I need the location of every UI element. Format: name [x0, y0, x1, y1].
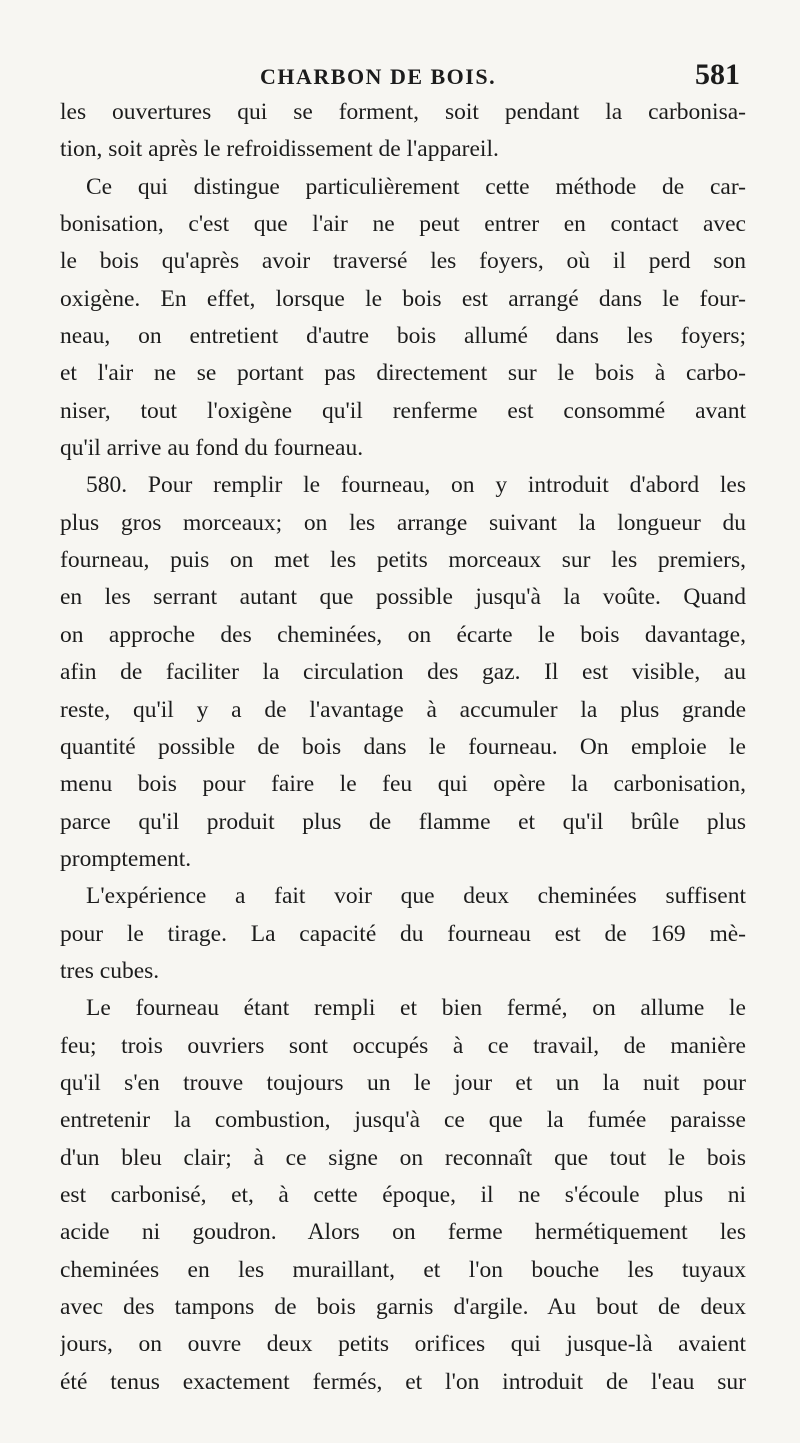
text-line: cheminées en les muraillant, et l'on bouche les tuyaux [60, 1256, 746, 1283]
text-line: parce qu'il produit plus de flamme et qu'il brûle plus [60, 808, 746, 835]
text-line: reste, qu'il y a de l'avantage à accumuler la plus grande [60, 696, 746, 723]
text-line: feu; trois ouvriers sont occupés à ce travail, de manière [60, 1032, 746, 1059]
text-line: bonisation, c'est que l'air ne peut entrer en contact avec [60, 211, 746, 238]
text-line: les ouvertures qui se forment, soit pendant la carbonisa- [60, 99, 746, 125]
text-line: Le fourneau étant rempli et bien fermé, on allume le [86, 995, 746, 1022]
text-line: avec des tampons de bois garnis d'argile. Au bout de deux [60, 1294, 746, 1320]
text-line: entretenir la combustion, jusqu'à ce que la fumée paraisse [60, 1107, 746, 1134]
text-line: d'un bleu clair; à ce signe on reconnaît que tout le bois [60, 1144, 746, 1171]
text-line: qu'il arrive au fond du fourneau. [60, 435, 364, 462]
text-line: afin de faciliter la circulation des gaz. Il est visible, au [60, 659, 746, 686]
running-head: CHARBON DE BOIS. [260, 64, 497, 89]
text-line: oxigène. En effet, lorsque le bois est arrangé dans le four- [60, 285, 746, 312]
text-line: le bois qu'après avoir traversé les foyers, où il perd son [60, 248, 746, 275]
text-line: tres cubes. [60, 957, 160, 984]
text-line: plus gros morceaux; on les arrange suivant la longueur du [60, 509, 746, 536]
text-line: quantité possible de bois dans le fourneau. On emploie le [60, 733, 746, 760]
text-line: en les serrant autant que possible jusqu'à la voûte. Quand [60, 584, 746, 611]
text-line: niser, tout l'oxigène qu'il renferme est consommé avant [60, 397, 746, 424]
text-line: fourneau, puis on met les petits morceaux sur les premiers, [60, 547, 746, 574]
text-line: jours, on ouvre deux petits orifices qui jusque-là avaient [60, 1331, 746, 1358]
text-line: Ce qui distingue particulièrement cette méthode de car- [86, 173, 746, 200]
page-number: 581 [695, 58, 740, 91]
text-line: promptement. [60, 845, 192, 872]
text-line: L'expérience a fait voir que deux cheminées suffisent [86, 883, 746, 910]
text-line: neau, on entretient d'autre bois allumé dans les foyers; [60, 323, 746, 350]
text-line: pour le tirage. La capacité du fourneau est de 169 mè- [60, 920, 746, 947]
body-text [60, 94, 746, 1401]
text-line: qu'il s'en trouve toujours un le jour et un la nuit pour [60, 1069, 746, 1096]
text-line: 580. Pour remplir le fourneau, on y introduit d'abord les [86, 472, 746, 499]
text-line: tion, soit après le refroidissement de l'appareil. [60, 136, 499, 163]
text-line: et l'air ne se portant pas directement sur le bois à carbo- [60, 360, 746, 387]
text-line: été tenus exactement fermés, et l'on introduit de l'eau sur [60, 1368, 746, 1395]
text-line: on approche des cheminées, on écarte le bois davantage, [60, 621, 746, 648]
text-line: acide ni goudron. Alors on ferme hermétiquement les [60, 1219, 746, 1246]
text-line: menu bois pour faire le feu qui opère la carbonisation, [60, 771, 746, 798]
text-line: est carbonisé, et, à cette époque, il ne s'écoule plus ni [60, 1181, 746, 1208]
page-header [60, 58, 740, 98]
